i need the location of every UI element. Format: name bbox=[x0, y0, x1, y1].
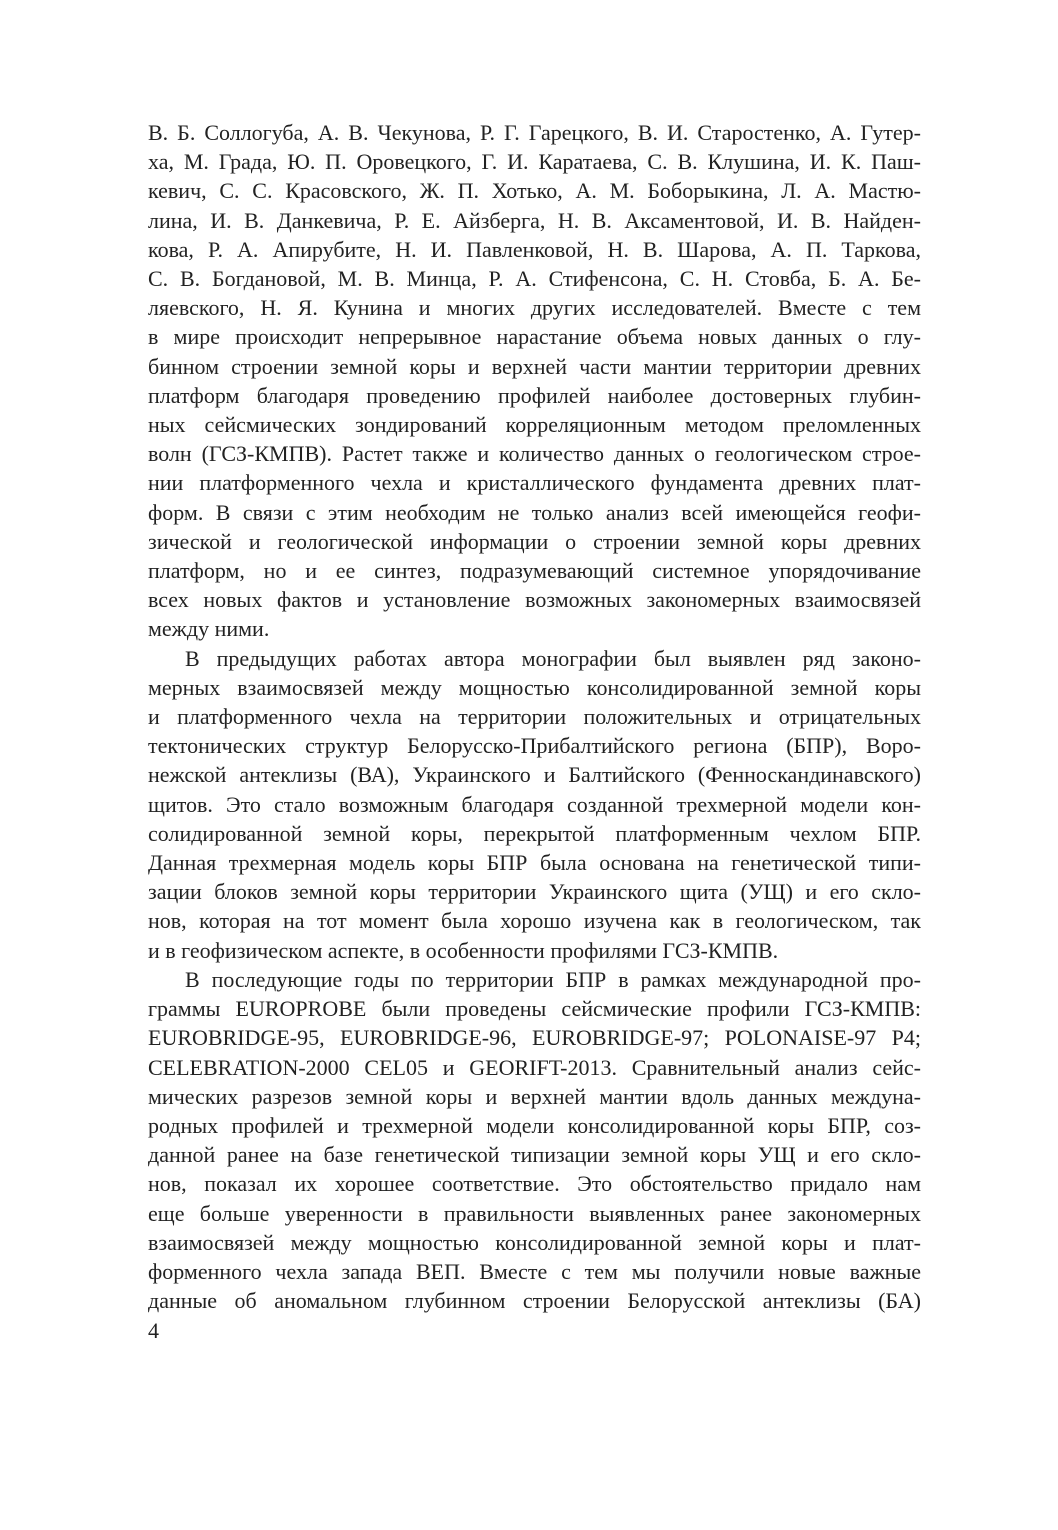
paragraph-3 bbox=[148, 965, 921, 1315]
text-line: и в геофизическом аспекте, в особенности профилями ГСЗ-КМПВ. bbox=[148, 937, 779, 963]
text-line: ляевского, Н. Я. Кунина и многих других исследователей. Вместе с тем bbox=[148, 295, 921, 321]
text-line: В последующие годы по территории БПР в рамках международной про- bbox=[185, 966, 921, 992]
text-line: тектонических структур Белорусско-Прибалтийского региона (БПР), Воро- bbox=[148, 733, 921, 759]
text-line: лина, И. В. Данкевича, Р. Е. Айзберга, Н. В. Аксаментовой, И. В. Найден- bbox=[148, 207, 921, 233]
text-line: нежской антеклизы (ВА), Украинского и Балтийского (Фенноскандинавского) bbox=[148, 762, 921, 788]
text-line: С. В. Богдановой, М. В. Минца, Р. А. Стифенсона, С. Н. Стовба, Б. А. Бе- bbox=[148, 266, 921, 292]
text-line: кова, Р. А. Апирубите, Н. И. Павленковой, Н. В. Шарова, А. П. Таркова, bbox=[148, 236, 921, 262]
text-line: Данная трехмерная модель коры БПР была основана на генетической типи- bbox=[148, 850, 921, 876]
text-line: платформ, но и ее синтез, подразумевающий системное упорядочивание bbox=[148, 558, 921, 584]
text-line: форм. В связи с этим необходим не только анализ всей имеющейся геофи- bbox=[148, 499, 921, 525]
body-text bbox=[148, 118, 921, 1315]
page-number: 4 bbox=[148, 1318, 159, 1343]
paragraph-1 bbox=[148, 118, 921, 644]
text-line: зической и геологической информации о строении земной коры древних bbox=[148, 528, 921, 554]
text-line: ха, М. Града, Ю. П. Оровецкого, Г. И. Каратаева, С. В. Клушина, И. К. Паш- bbox=[148, 149, 921, 175]
text-line: щитов. Это стало возможным благодаря созданной трехмерной модели кон- bbox=[148, 791, 921, 817]
text-line: в мире происходит непрерывное нарастание объема новых данных о глу- bbox=[148, 324, 921, 350]
text-line: между ними. bbox=[148, 616, 270, 642]
text-line: солидированной земной коры, перекрытой платформенным чехлом БПР. bbox=[148, 820, 921, 846]
text-line: нии платформенного чехла и кристаллического фундамента древних плат- bbox=[148, 470, 921, 496]
text-line: кевич, С. С. Красовского, Ж. П. Хотько, А. М. Боборыкина, Л. А. Мастю- bbox=[148, 178, 921, 204]
text-line: граммы EUROPROBE были проведены сейсмические профили ГСЗ-КМПВ: bbox=[148, 996, 921, 1022]
text-line: родных профилей и трехмерной модели консолидированной коры БПР, соз- bbox=[148, 1112, 921, 1138]
text-line: платформ благодаря проведению профилей наиболее достоверных глубин- bbox=[148, 382, 921, 408]
text-line: волн (ГСЗ-КМПВ). Растет также и количество данных о геологическом строе- bbox=[148, 441, 921, 467]
text-line: взаимосвязей между мощностью консолидированной земной коры и плат- bbox=[148, 1229, 921, 1255]
paragraph-2 bbox=[148, 644, 921, 965]
text-line: В предыдущих работах автора монографии был выявлен ряд законо- bbox=[185, 645, 921, 671]
text-line: EUROBRIDGE-95, EUROBRIDGE-96, EUROBRIDGE-97; POLONAISE-97 P4; bbox=[148, 1025, 921, 1051]
text-line: еще больше уверенности в правильности выявленных ранее закономерных bbox=[148, 1200, 921, 1226]
text-line: нов, которая на тот момент была хорошо изучена как в геологическом, так bbox=[148, 908, 921, 934]
text-line: всех новых фактов и установление возможных закономерных взаимосвязей bbox=[148, 587, 921, 613]
text-line: и платформенного чехла на территории положительных и отрицательных bbox=[148, 704, 921, 730]
text-line: зации блоков земной коры территории Украинского щита (УЩ) и его скло- bbox=[148, 879, 921, 905]
text-line: ных сейсмических зондирований корреляционным методом преломленных bbox=[148, 412, 921, 438]
text-line: данной ранее на базе генетической типизации земной коры УЩ и его скло- bbox=[148, 1142, 921, 1168]
text-line: данные об аномальном глубинном строении Белорусской антеклизы (БА) bbox=[148, 1288, 921, 1314]
text-line: нов, показал их хорошее соответствие. Это обстоятельство придало нам bbox=[148, 1171, 921, 1197]
text-line: форменного чехла запада ВЕП. Вместе с тем мы получили новые важные bbox=[148, 1258, 921, 1284]
text-line: мерных взаимосвязей между мощностью консолидированной земной коры bbox=[148, 674, 921, 700]
text-line: CELEBRATION-2000 CEL05 и GEORIFT-2013. Сравнительный анализ сейс- bbox=[148, 1054, 921, 1080]
text-line: В. Б. Соллогуба, А. В. Чекунова, Р. Г. Гарецкого, В. И. Старостенко, А. Гутер- bbox=[148, 120, 921, 145]
text-line: мических разрезов земной коры и верхней мантии вдоль данных междуна- bbox=[148, 1083, 921, 1109]
text-line: бинном строении земной коры и верхней части мантии территории древних bbox=[148, 353, 921, 379]
